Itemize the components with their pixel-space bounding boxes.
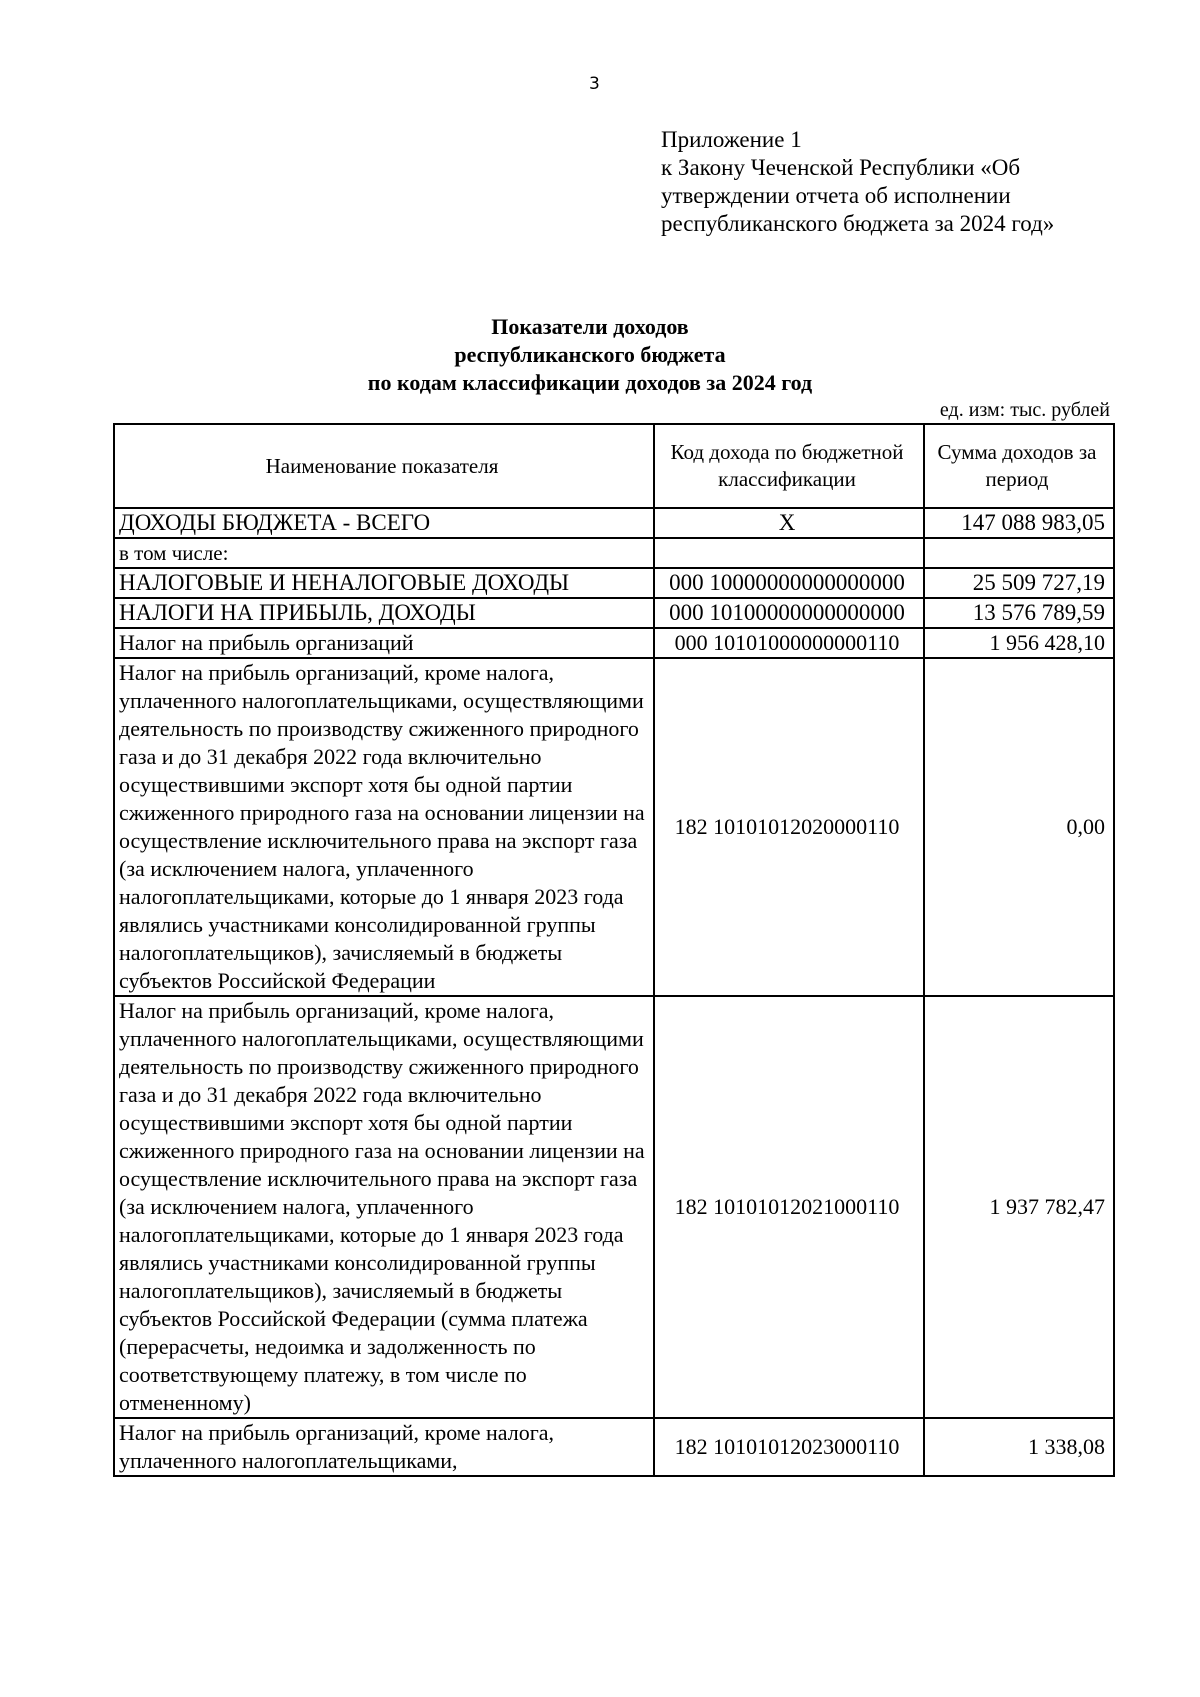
row-code: 000 10101000000000110 — [654, 628, 924, 658]
row-sum: 0,00 — [924, 658, 1114, 996]
table-row — [114, 538, 1114, 568]
income-table — [113, 423, 1115, 1477]
header-code: Код дохода по бюджетной классификации — [654, 424, 924, 508]
appendix-note — [661, 126, 1054, 238]
row-name: Налог на прибыль организаций, кроме налога, уплаченного налогоплательщиками, осуществляющими деятельность по производству сжиженного природного газа и до 31 декабря 2022 года включительно осуществившими экспорт хотя бы одной партии сжиженного природного газа на основании лицензии на осуществление исключительного права на экспорт газа (за исключением налога, уплаченного налогоплательщиками, которые до 1 января 2023 года являлись участниками консолидированной группы налогоплательщиков), зачисляемый в бюджеты субъектов Российской Федерации — [114, 658, 654, 996]
row-name: НАЛОГОВЫЕ И НЕНАЛОГОВЫЕ ДОХОДЫ — [114, 568, 654, 598]
row-code: 182 10101012020000110 — [654, 658, 924, 996]
row-name: Налог на прибыль организаций — [114, 628, 654, 658]
row-code: 182 10101012021000110 — [654, 996, 924, 1418]
row-code: 000 10100000000000000 — [654, 598, 924, 628]
row-name: в том числе: — [114, 538, 654, 568]
appendix-line: к Закону Чеченской Республики «Об — [661, 155, 1021, 180]
table-header-row — [114, 424, 1114, 508]
table-row — [114, 1418, 1114, 1476]
header-name: Наименование показателя — [114, 424, 654, 508]
row-name: Налог на прибыль организаций, кроме налога, уплаченного налогоплательщиками, — [114, 1418, 654, 1476]
title-line: Показатели доходов — [491, 314, 689, 339]
row-name: Налог на прибыль организаций, кроме налога, уплаченного налогоплательщиками, осуществляющими деятельность по производству сжиженного природного газа и до 31 декабря 2022 года включительно осуществившими экспорт хотя бы одной партии сжиженного природного газа на основании лицензии на осуществление исключительного права на экспорт газа (за исключением налога, уплаченного налогоплательщиками, которые до 1 января 2023 года являлись участниками консолидированной группы налогоплательщиков), зачисляемый в бюджеты субъектов Российской Федерации (сумма платежа (перерасчеты, недоимка и задолженность по соответствующему платежу, в том числе по отмененному) — [114, 996, 654, 1418]
row-name: НАЛОГИ НА ПРИБЫЛЬ, ДОХОДЫ — [114, 598, 654, 628]
appendix-line: Приложение 1 — [661, 127, 802, 152]
table-row — [114, 628, 1114, 658]
table-row — [114, 508, 1114, 538]
row-sum: 25 509 727,19 — [924, 568, 1114, 598]
appendix-line: республиканского бюджета за 2024 год» — [661, 211, 1055, 236]
table-row — [114, 568, 1114, 598]
document-title — [0, 313, 1180, 397]
appendix-line: утверждении отчета об исполнении — [661, 183, 1011, 208]
row-sum: 1 937 782,47 — [924, 996, 1114, 1418]
header-sum: Сумма доходов за период — [924, 424, 1114, 508]
row-code: X — [654, 508, 924, 538]
table-row — [114, 996, 1114, 1418]
page-number: 3 — [589, 74, 600, 94]
units-note: ед. изм: тыс. рублей — [939, 399, 1110, 421]
row-sum: 13 576 789,59 — [924, 598, 1114, 628]
row-sum: 1 338,08 — [924, 1418, 1114, 1476]
row-name: ДОХОДЫ БЮДЖЕТА - ВСЕГО — [114, 508, 654, 538]
row-code — [654, 538, 924, 568]
title-line: республиканского бюджета — [454, 342, 726, 367]
table-row — [114, 658, 1114, 996]
row-sum: 1 956 428,10 — [924, 628, 1114, 658]
table-row — [114, 598, 1114, 628]
row-sum — [924, 538, 1114, 568]
title-line: по кодам классификации доходов за 2024 год — [367, 370, 813, 395]
row-sum: 147 088 983,05 — [924, 508, 1114, 538]
row-code: 000 10000000000000000 — [654, 568, 924, 598]
row-code: 182 10101012023000110 — [654, 1418, 924, 1476]
